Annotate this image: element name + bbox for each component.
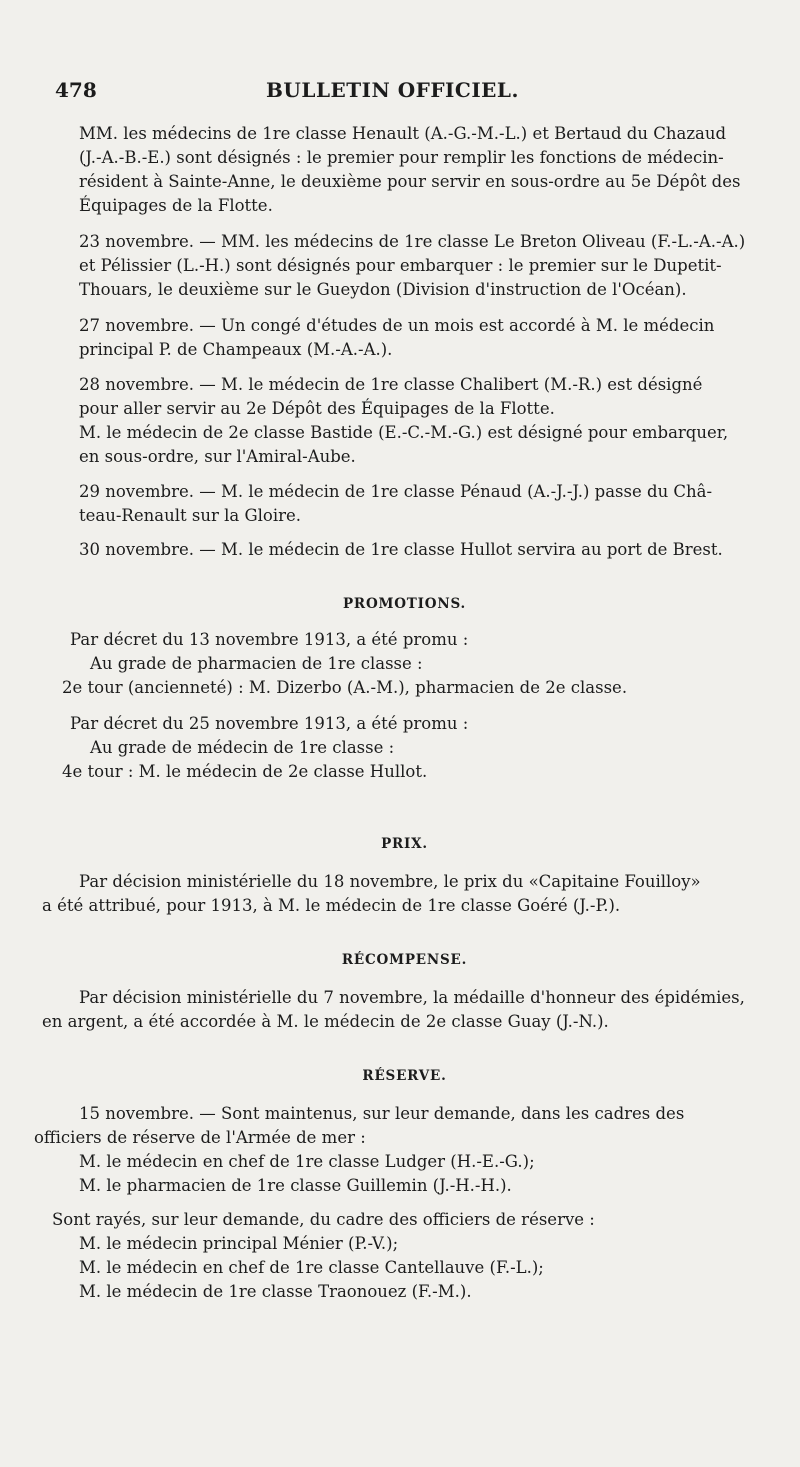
paragraph-23-novembre bbox=[52, 230, 757, 302]
text-line: Sont rayés, sur leur demande, du cadre des officiers de réserve : bbox=[52, 1210, 595, 1229]
section-prix bbox=[42, 870, 757, 918]
text-line: Au grade de pharmacien de 1re classe : bbox=[90, 654, 423, 673]
section-promotions bbox=[52, 628, 757, 784]
text-line: Équipages de la Flotte. bbox=[79, 196, 273, 215]
text-line: M. le médecin principal Ménier (P.-V.); bbox=[79, 1234, 399, 1253]
text-line: et Pélissier (L.-H.) sont désignés pour embarquer : le premier sur le Dupetit- bbox=[79, 256, 722, 275]
text-line: a été attribué, pour 1913, à M. le médecin de 1re classe Goéré (J.-P.). bbox=[42, 896, 621, 915]
heading-recompense: RÉCOMPENSE. bbox=[341, 952, 468, 968]
paragraph-29-novembre bbox=[52, 480, 757, 528]
running-title: BULLETIN OFFICIEL. bbox=[266, 78, 519, 102]
text-line: Par décision ministérielle du 7 novembre, la médaille d'honneur des épidémies, bbox=[79, 988, 745, 1007]
text-line: Thouars, le deuxième sur le Gueydon (Division d'instruction de l'Océan). bbox=[79, 280, 687, 299]
paragraph-designations bbox=[52, 122, 757, 218]
text-line: MM. les médecins de 1re classe Henault (A.-G.-M.-L.) et Bertaud du Chazaud bbox=[79, 124, 727, 143]
text-line: en sous-ordre, sur l'Amiral-Aube. bbox=[79, 447, 356, 466]
text-line: 23 novembre. — MM. les médecins de 1re classe Le Breton Oliveau (F.-L.-A.-A.) bbox=[79, 232, 746, 251]
text-line: (J.-A.-B.-E.) sont désignés : le premier pour remplir les fonctions de médecin- bbox=[79, 148, 724, 167]
section-reserve bbox=[34, 1102, 757, 1304]
text-line: 2e tour (ancienneté) : M. Dizerbo (A.-M.), pharmacien de 2e classe. bbox=[62, 678, 628, 697]
text-line: Par décret du 13 novembre 1913, a été promu : bbox=[70, 630, 469, 649]
text-line: 30 novembre. — M. le médecin de 1re classe Hullot servira au port de Brest. bbox=[79, 540, 723, 559]
text-line: M. le médecin de 1re classe Traonouez (F.-M.). bbox=[79, 1282, 472, 1301]
text-line: principal P. de Champeaux (M.-A.-A.). bbox=[79, 340, 393, 359]
page-header bbox=[55, 78, 730, 106]
text-line: 4e tour : M. le médecin de 2e classe Hullot. bbox=[62, 762, 428, 781]
text-line: Par décision ministérielle du 18 novembre, le prix du «Capitaine Fouilloy» bbox=[79, 872, 701, 891]
section-recompense bbox=[42, 986, 757, 1034]
text-line: en argent, a été accordée à M. le médecin de 2e classe Guay (J.-N.). bbox=[42, 1012, 609, 1031]
heading-promotions: PROMOTIONS. bbox=[342, 596, 467, 612]
paragraph-30-novembre bbox=[52, 538, 757, 562]
text-line: pour aller servir au 2e Dépôt des Équipages de la Flotte. bbox=[79, 399, 555, 418]
text-line: M. le médecin en chef de 1re classe Cantellauve (F.-L.); bbox=[79, 1258, 544, 1277]
paragraph-27-novembre bbox=[52, 314, 757, 362]
text-line: Par décret du 25 novembre 1913, a été promu : bbox=[70, 714, 469, 733]
text-line: M. le médecin de 2e classe Bastide (E.-C.-M.-G.) est désigné pour embarquer, bbox=[79, 423, 729, 442]
text-line: officiers de réserve de l'Armée de mer : bbox=[34, 1128, 366, 1147]
text-line: M. le médecin en chef de 1re classe Ludger (H.-E.-G.); bbox=[79, 1152, 535, 1171]
page-number: 478 bbox=[55, 78, 97, 102]
heading-reserve: RÉSERVE. bbox=[362, 1068, 447, 1084]
heading-prix: PRIX. bbox=[381, 836, 428, 852]
text-line: 28 novembre. — M. le médecin de 1re classe Chalibert (M.-R.) est désigné bbox=[79, 375, 703, 394]
text-line: 27 novembre. — Un congé d'études de un mois est accordé à M. le médecin bbox=[79, 316, 715, 335]
text-line: Au grade de médecin de 1re classe : bbox=[90, 738, 395, 757]
text-line: 29 novembre. — M. le médecin de 1re classe Pénaud (A.-J.-J.) passe du Châ- bbox=[79, 482, 713, 501]
paragraph-28-novembre bbox=[52, 373, 757, 469]
text-line: résident à Sainte-Anne, le deuxième pour servir en sous-ordre au 5e Dépôt des bbox=[79, 172, 741, 191]
text-line: teau-Renault sur la Gloire. bbox=[79, 506, 302, 525]
text-line: 15 novembre. — Sont maintenus, sur leur demande, dans les cadres des bbox=[79, 1104, 685, 1123]
text-line: M. le pharmacien de 1re classe Guillemin (J.-H.-H.). bbox=[79, 1176, 512, 1195]
